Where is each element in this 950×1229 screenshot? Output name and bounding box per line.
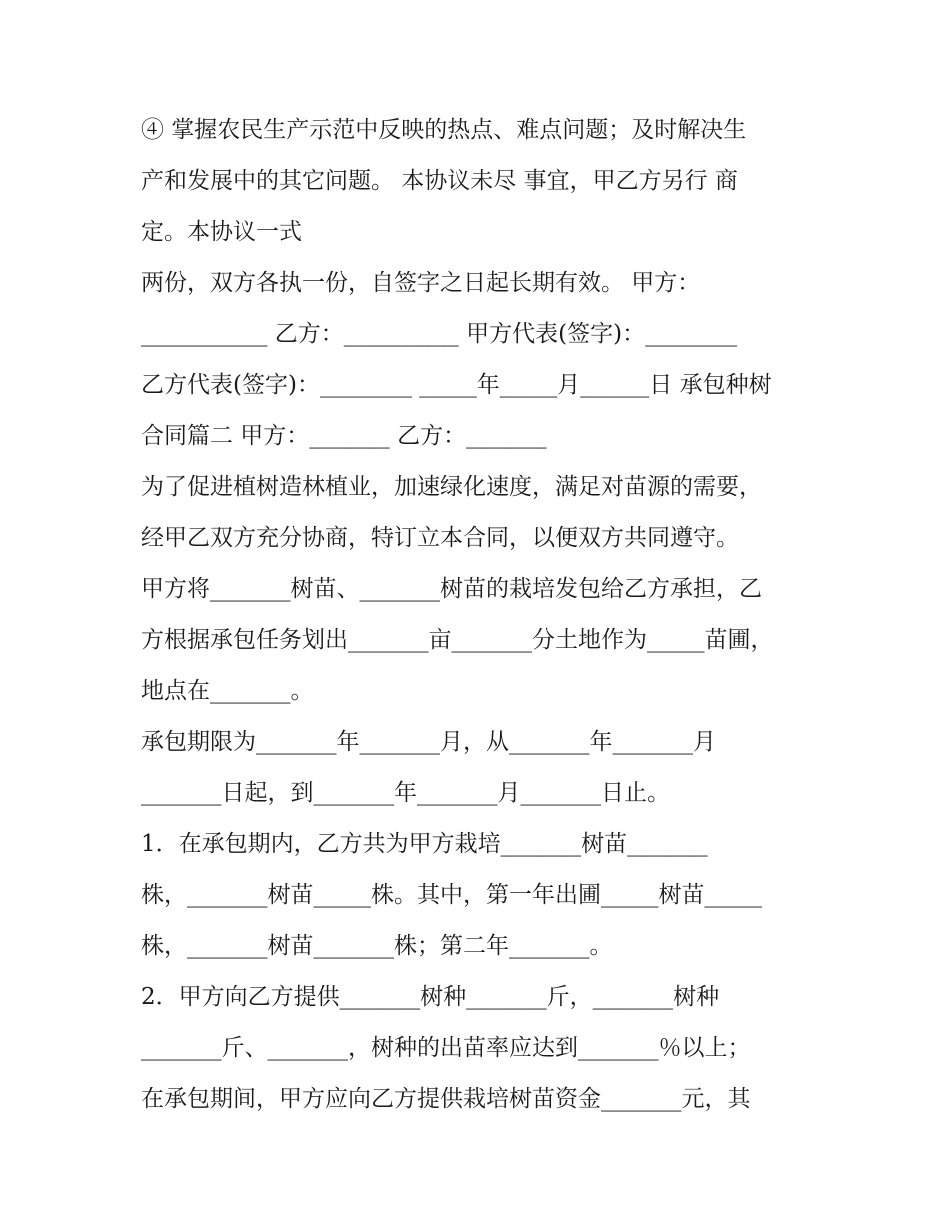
text-line-10: 甲方将_______树苗、_______树苗的栽培发包给乙方承担，乙: [141, 576, 762, 602]
text-line-20: 在承包期间，甲方应向乙方提供栽培树苗资金_______元，其: [141, 1086, 751, 1112]
text-line-11: 方根据承包任务划出_______亩_______分土地作为_____苗圃，: [141, 627, 774, 653]
text-line-5: ___________ 乙方：__________ 甲方代表(签字)：________: [141, 321, 738, 347]
text-line-15: 1．在承包期内，乙方共为甲方栽培_______树苗_______: [141, 831, 708, 857]
text-line-14: _______日起，到_______年_______月_______日止。: [141, 780, 670, 806]
text-line-3: 定。本协议一式: [141, 219, 302, 245]
text-line-4: 两份，双方各执一份，自签字之日起长期有效。 甲方：: [141, 270, 701, 296]
text-line-19: _______斤、_______，树种的出苗率应达到_______％以上；: [141, 1035, 751, 1061]
text-line-6: 乙方代表(签字)：________ _____年_____月______日 承包种树: [141, 372, 772, 398]
text-line-18: 2．甲方向乙方提供_______树种_______斤，_______树种: [141, 984, 720, 1010]
text-line-7: 合同篇二 甲方：_______ 乙方：_______: [141, 423, 547, 449]
text-line-17: 株，_______树苗_______株；第二年_______。: [141, 933, 613, 959]
text-line-16: 株，_______树苗_____株。其中，第一年出圃_____树苗_____: [141, 882, 762, 908]
text-line-1: ④ 掌握农民生产示范中反映的热点、难点问题；及时解决生: [141, 117, 747, 143]
text-line-8: 为了促进植树造林植业，加速绿化速度，满足对苗源的需要，: [141, 474, 762, 500]
text-line-13: 承包期限为_______年_______月，从_______年_______月: [141, 729, 716, 755]
contract-text: [141, 105, 821, 1125]
text-line-12: 地点在_______。: [141, 678, 314, 704]
text-line-2: 产和发展中的其它问题。 本协议未尽 事宜，甲乙方另行 商: [141, 168, 738, 194]
text-line-9: 经甲乙双方充分协商，特订立本合同，以便双方共同遵守。: [141, 525, 739, 551]
